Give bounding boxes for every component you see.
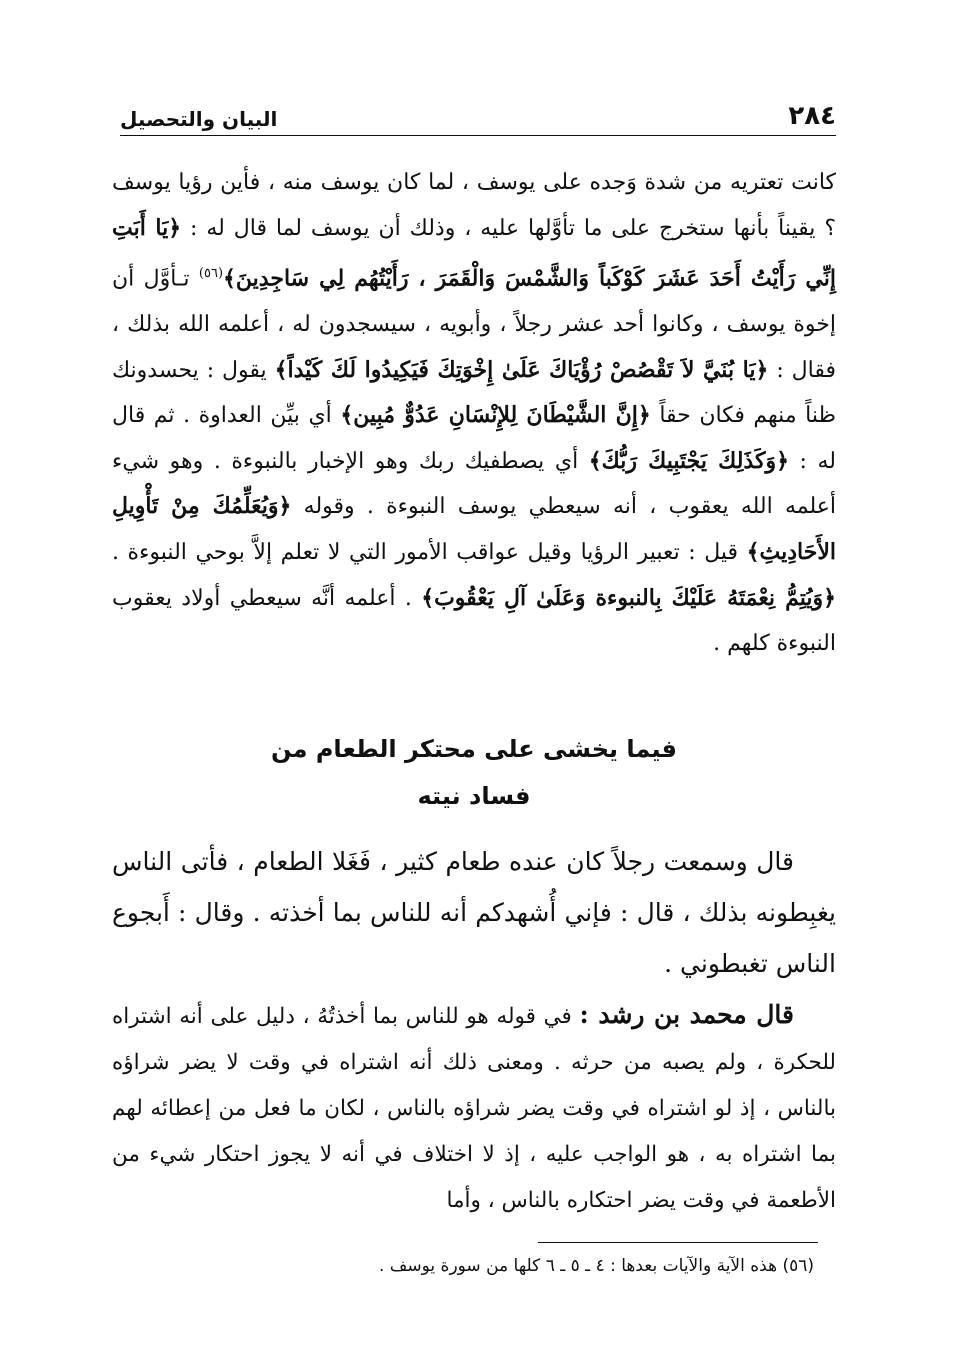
body-text: تـأوَّل أن إخوة يوسف ، وكانوا أحد عشر رجلاً ، وأبويه ، سيسجدون له ، أعلمه الله بذلك ، فقال : (112, 266, 836, 383)
quran-quote: ﴿وَكَذَلِكَ يَجْتَبِيكَ رَبُّكَ﴾ (588, 447, 789, 474)
body-text: كانت تعتريه من شدة وَجده على يوسف ، لما كان يوسف منه ، فأين رؤيا يوسف ؟ يقيناً بأنها ستخرج على ما تأوَّلها عليه ، وذلك أن يوسف لما قال له : (112, 170, 836, 241)
quran-quote: ﴿وَيُعَلِّمُكَ مِنْ تَأْوِيلِ الأَحَادِيثِ﴾ (112, 493, 836, 566)
quran-quote: ﴿وَيُتِمُّ نِعْمَتَهُ عَلَيْكَ بِالنبوءة وَعَلَىٰ آلِ يَعْقُوبَ﴾ (421, 584, 836, 611)
page-number: ٢٨٤ (788, 101, 836, 131)
page-header (120, 90, 836, 136)
commentator-label: قال محمد بن رشد : (579, 1000, 794, 1029)
section-heading-line1: فيما يخشى على محتكر الطعام من (271, 735, 677, 763)
section-heading-line2: فساد نيته (417, 782, 531, 810)
footnote-ref: (٥٦) (198, 266, 224, 282)
footnote: (٥٦) هذه الآية والآيات بعدها : ٤ ـ ٥ ـ ٦ كلها من سورة يوسف . (378, 1256, 814, 1276)
body-text: أي بيِّن العداوة . ثم قال له : (112, 403, 836, 474)
paragraph-commentary (112, 992, 836, 1224)
body-text: . أعلمه أنَّه سيعطي أولاد يعقوب النبوءة كلهم . (112, 585, 836, 657)
running-title: البيان والتحصيل (120, 107, 278, 131)
paragraph-narration: قال وسمعت رجلاً كان عنده طعام كثير ، فَغَلا الطعام ، فأتى الناس يغبِطونه بذلك ، قال : فإني أُشهدكم أنه للناس بما أخذته . وقال : أَبجوع الناس تغبطوني . (112, 847, 836, 978)
body-text: يقول : يحسدونك ظناً منهم فكان حقاً (112, 357, 837, 429)
quran-quote: ﴿يَا أَبَتِ إِنِّي رَأَيْتُ أَحَدَ عَشَرَ كَوْكَباً وَالشَّمْسَ وَالْقَمَرَ ، رَأَيْتُهُم لِي سَاجِدِينَ﴾ (112, 214, 836, 292)
body-text: قيل : تعبير الرؤيا وقيل عواقب الأمور التي لا تعلم إلاَّ بوحي النبوءة . (112, 540, 739, 566)
quran-quote: ﴿إِنَّ الشَّيْطَانَ لِلإِنْسَانِ عَدُوٌّ مُبِين﴾ (340, 402, 651, 429)
quran-quote: ﴿يَا بُنَيَّ لاَ تَقْصُصْ رُؤْيَاكَ عَلَىٰ إِخْوَتِكَ فَيَكِيدُوا لَكَ كَيْداً﴾ (274, 356, 769, 383)
commentary-text: في قوله هو للناس بما أخذتُهُ ، دليل على أنه اشتراه للحكرة ، ولم يصبه من حرثه . ومعنى ذلك أنه اشتراه في وقت لا يضر شراؤه بالناس ، إذ لو اشتراه في وقت يضر شراؤه بالناس ، لكان ما فعل من إعطائه لهم بما اشتراه به ، هو الواجب عليه ، إذ لا اختلاف في أنه لا يجوز احتكار شيء من الأطعمة في وقت يضر احتكاره بالناس ، وأما (112, 1004, 836, 1213)
footnote-divider (538, 1242, 818, 1243)
paragraph-tafsir (112, 160, 836, 667)
body-text: أي يصطفيك ربك وهو الإخبار بالنبوءة . وهو شيء أعلمه الله يعقوب ، أنه سيعطي يوسف النبوءة . وقوله (112, 448, 836, 520)
